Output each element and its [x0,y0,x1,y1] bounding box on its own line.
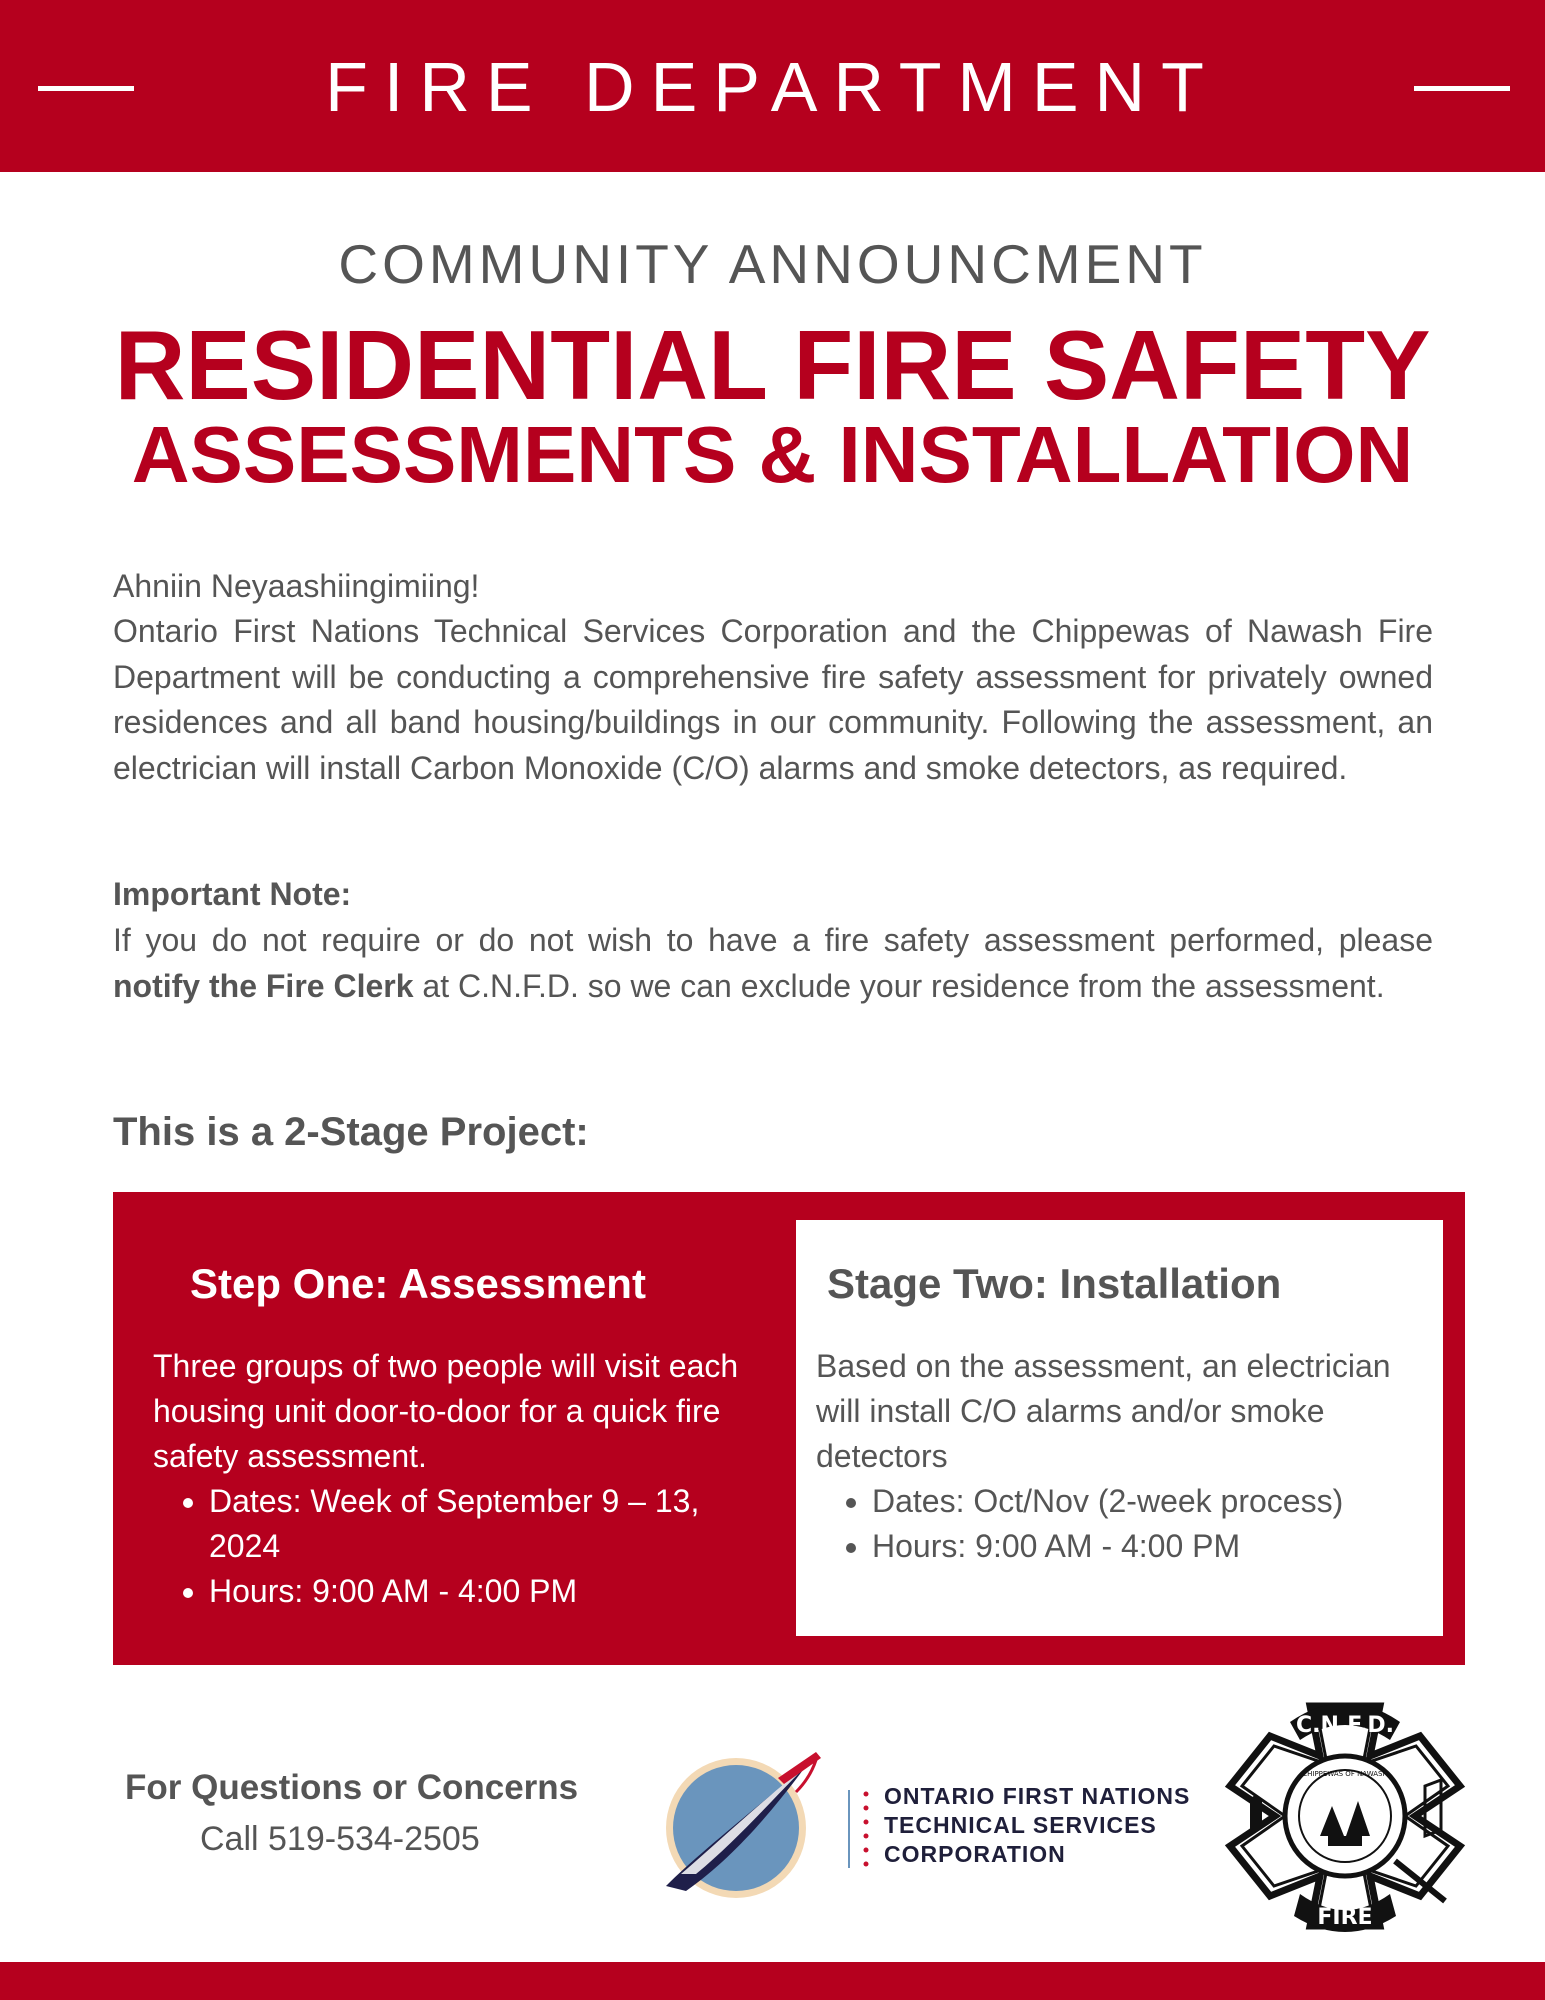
ofntsc-name [884,1782,1190,1869]
intro-paragraph: Ontario First Nations Technical Services Corporation and the Chippewas of Nawash Fire Department will be conducting a comprehensive fire safety assessment for privately owned residences and all band housing/buildings in our community. Following the assessment, an electrician will install Carbon Monoxide (C/O) alarms and smoke detectors, as required. [113,613,1433,786]
step-two-title: Stage Two: Installation [827,1260,1282,1307]
announcement-title-line2: ASSESSMENTS & INSTALLATION [131,410,1414,499]
note-text-after: at C.N.F.D. so we can exclude your residence from the assessment. [413,967,1385,1004]
ofntsc-feather-logo [656,1746,824,1902]
cnfd-top-text: C.N.F.D. [1295,1713,1395,1738]
ofntsc-name-line3: CORPORATION [884,1841,1066,1867]
step-one-description: Three groups of two people will visit each housing unit door-to-door for a quick fire safety assessment. [153,1348,739,1474]
ofntsc-name-line1: ONTARIO FIRST NATIONS [884,1783,1191,1809]
ofntsc-divider [848,1790,850,1868]
announcement-title-line1: RESIDENTIAL FIRE SAFETY [114,310,1431,420]
step-one-title: Step One: Assessment [190,1260,646,1307]
header-right-rule [1414,86,1510,91]
step-one-body [153,1344,773,1614]
step-one-hours: • Hours: 9:00 AM - 4:00 PM [209,1569,773,1614]
cnfd-ring-text: CHIPPEWAS OF NAWASH [1302,1770,1388,1778]
step-one-dates: • Dates: Week of September 9 – 13, 2024 [209,1479,773,1569]
step-two-dates: • Dates: Oct/Nov (2-week process) [872,1479,1436,1524]
ofntsc-dots [862,1788,870,1870]
step-two-hours: • Hours: 9:00 AM - 4:00 PM [872,1524,1436,1569]
step-one-bullets [153,1479,773,1614]
cnfd-maltese-cross-logo [1220,1686,1470,1946]
project-heading: This is a 2-Stage Project: [113,1110,589,1154]
header-title: FIRE DEPARTMENT [325,48,1220,126]
step-two-description: Based on the assessment, an electrician will install C/O alarms and/or smoke detectors [816,1348,1391,1474]
header-banner [0,0,1545,172]
note-text-before: If you do not require or do not wish to have a fire safety assessment performed, please [113,922,1433,958]
important-note-body [113,918,1433,1009]
ofntsc-name-line2: TECHNICAL SERVICES [884,1812,1157,1838]
step-two-body [816,1344,1436,1569]
important-note-heading: Important Note: [113,876,352,912]
step-two-bullets [816,1479,1436,1569]
greeting: Ahniin Neyaashiingimiing! [113,568,480,604]
contact-phone[interactable]: Call 519-534-2505 [200,1820,480,1858]
footer-bar [0,1962,1545,2000]
note-text-bold: notify the Fire Clerk [113,967,414,1004]
announcement-subtitle: COMMUNITY ANNOUNCMENT [338,233,1207,295]
cnfd-bottom-text: FIRE [1317,1905,1373,1930]
contact-heading: For Questions or Concerns [125,1768,579,1807]
